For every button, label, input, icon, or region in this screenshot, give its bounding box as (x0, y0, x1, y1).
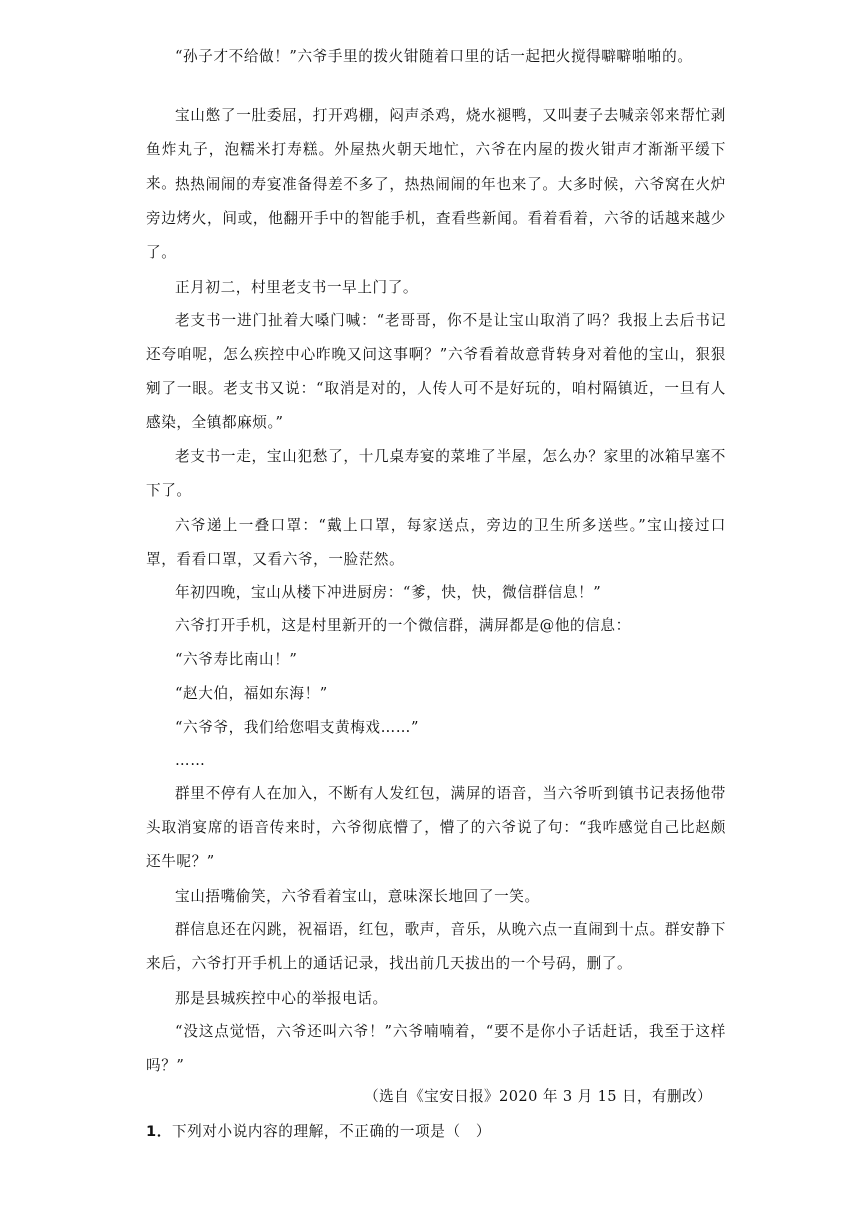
ellipsis-line: …… (175, 752, 206, 769)
paragraph-11: 宝山捂嘴偷笑，六爷看着宝山，意味深长地回了一笑。 (175, 888, 540, 905)
paragraph-13: 那是县城疾控中心的举报电话。 (175, 990, 388, 1007)
chat-message-2: “赵大伯，福如东海！” (175, 685, 328, 702)
chat-message-3: “六爷爷，我们给您唱支黄梅戏……” (175, 719, 420, 736)
paragraph-10: 群里不停有人在加入，不断有人发红包，满屏的语音，当六爷听到镇书记表扬他带头取消宴席的语音传来时，六爷彻底懵了，懵了的六爷说了句：“我咋感觉自己比赵颇还牛呢？” (146, 785, 726, 870)
paragraph-7: 六爷递上一叠口罩：“戴上口罩，每家送点，旁边的卫生所多送些。”宝山接过口罩，看看口罩，又看六爷，一脸茫然。 (146, 517, 726, 568)
source-note: （选自《宝安日报》2020 年 3 月 15 日，有删改） (364, 1088, 712, 1105)
paragraph-6: 老支书一走，宝山犯愁了，十几桌寿宴的菜堆了半屋，怎么办？家里的冰箱早塞不下了。 (146, 448, 726, 499)
question-text: 下列对小说内容的理解，不正确的一项是（ ） (171, 1123, 492, 1140)
question-number: 1． (146, 1123, 172, 1140)
paragraph-3: 热热闹闹的寿宴准备得差不多了，热热闹闹的年也来了。大多时候，六爷窝在火炉旁边烤火，间或，他翻开手中的智能手机，查看些新闻。看着看着，六爷的话越来越少了。 (146, 176, 726, 261)
paragraph-12: 群信息还在闪跳，祝福语，红包，歌声，音乐，从晚六点一直闹到十点。群安静下来后，六爷打开手机上的通话记录，找出前几天拔出的一个号码，删了。 (146, 921, 726, 972)
paragraph-4: 正月初二，村里老支书一早上门了。 (175, 279, 419, 296)
paragraph-2: 宝山憋了一肚委屈，打开鸡棚，闷声杀鸡，烧水褪鸭，又叫妻子去喊亲邻来帮忙剥鱼炸丸子，泡糯米打寿糕。外屋热火朝天地忙，六爷在内屋的拨火钳声才渐渐平缓下来。 (146, 107, 726, 192)
chat-message-1: “六爷寿比南山！” (175, 651, 298, 668)
paragraph-5: 老支书一进门扯着大嗓门喊：“老哥哥，你不是让宝山取消了吗？我报上去后书记还夸咱呢，怎么疾控中心昨晚又问这事啊？”六爷看着故意背转身对着他的宝山，狠狠剜了一眼。老支书又说：“取消是对的，人传人可不是好玩的，咱村隔镇近，一旦有人感染，全镇都麻烦。” (146, 312, 726, 431)
paragraph-9: 六爷打开手机，这是村里新开的一个微信群，满屏都是@他的信息： (175, 617, 631, 634)
paragraph-8: 年初四晚，宝山从楼下冲进厨房：“爹，快，快，微信群信息！” (175, 584, 602, 601)
question-1 (146, 1118, 491, 1146)
paragraph-1: “孙子才不给做！”六爷手里的拨火钳随着口里的话一起把火搅得噼噼啪啪的。 (175, 48, 693, 65)
paragraph-14: “没这点觉悟，六爷还叫六爷！”六爷喃喃着，“要不是你小子话赶话，我至于这样吗？” (146, 1023, 726, 1074)
